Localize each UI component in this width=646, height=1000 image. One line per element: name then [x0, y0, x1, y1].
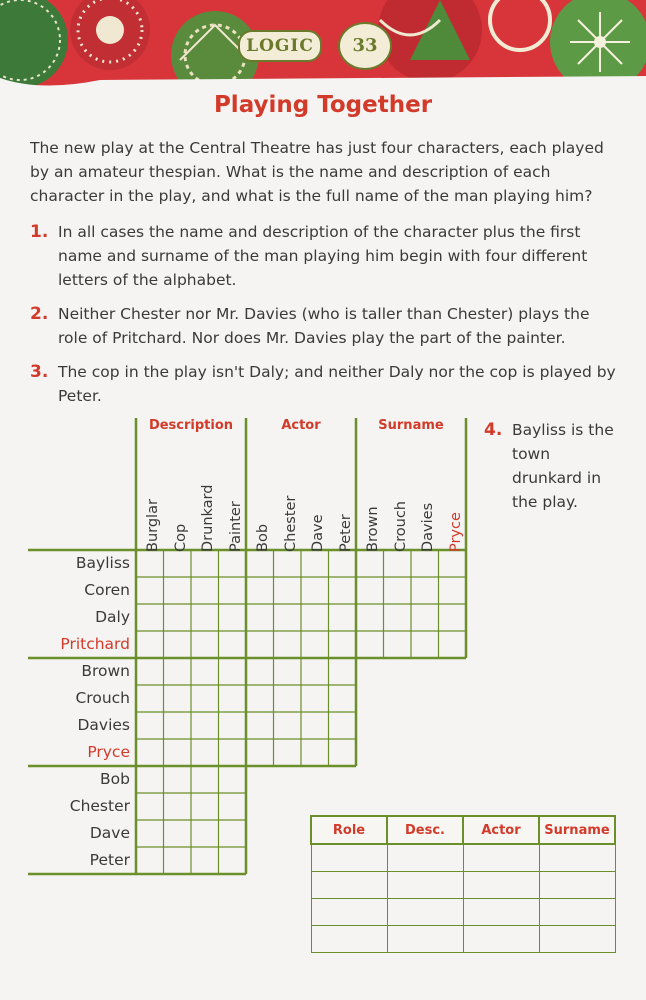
grid-column-label: [224, 416, 250, 552]
grid-group-label: Description: [148, 418, 234, 433]
clue-number: 1.: [30, 222, 49, 242]
grid-column-label-text: Dave: [310, 514, 326, 552]
grid-column-label: [279, 416, 305, 552]
grid-row-label: Brown: [81, 662, 130, 680]
intro-text: The new play at the Central Theatre has just four characters, each played by an amateur thespian. What is the name and description of each character in the play, and what is the full name of the man playing him?: [30, 139, 604, 205]
grid-column-label-text: Cop: [172, 523, 189, 552]
answer-cell[interactable]: [463, 926, 539, 953]
grid-group-label: Actor: [281, 418, 321, 433]
grid-row-label: Crouch: [75, 689, 130, 707]
answer-cell[interactable]: [311, 926, 387, 953]
page-number: 33: [338, 22, 392, 70]
clue-number: 2.: [30, 304, 49, 324]
grid-row-label: Davies: [77, 716, 130, 734]
grid-column-label-text: Drunkard: [200, 484, 216, 552]
answer-cell[interactable]: [539, 872, 615, 899]
answer-cell[interactable]: [387, 899, 463, 926]
grid-column-label-text: Pryce: [447, 512, 464, 552]
grid-row-label: Daly: [95, 608, 130, 626]
logic-badge: LOGIC: [238, 30, 322, 62]
ornament-decoration-icon: [0, 0, 646, 88]
grid-column-label-text: Brown: [365, 506, 381, 552]
answer-cell[interactable]: [387, 872, 463, 899]
answer-header-actor: Actor: [463, 816, 539, 844]
grid-column-label-text: Burglar: [145, 499, 161, 552]
clue-text: In all cases the name and description of the character plus the first name and surname of the man playing him begin with four different letters of the alphabet.: [58, 223, 588, 289]
clue-1: [30, 220, 620, 292]
grid-column-label: [444, 416, 470, 552]
grid-group-label: Surname: [378, 418, 444, 433]
grid-column-label-text: Chester: [282, 495, 299, 552]
clue-number: 3.: [30, 362, 49, 382]
grid-column-label: [306, 416, 332, 552]
answer-table: [310, 815, 616, 953]
grid-column-label-text: Painter: [227, 501, 244, 552]
header-banner: [0, 0, 646, 88]
clue-4: [484, 418, 614, 514]
answer-cell[interactable]: [463, 844, 539, 872]
grid-column-label-text: Peter: [337, 514, 354, 552]
answer-cell[interactable]: [311, 872, 387, 899]
answer-row: [311, 899, 615, 926]
clue-text: Neither Chester nor Mr. Davies (who is taller than Chester) plays the role of Pritchard. Nor does Mr. Davies play the part of the painter.: [58, 305, 590, 347]
grid-row-label: Bob: [100, 770, 130, 788]
grid-column-label: [251, 416, 277, 552]
answer-header-surname: Surname: [539, 816, 615, 844]
grid-column-label: [169, 416, 195, 552]
answer-cell[interactable]: [387, 926, 463, 953]
clue-text: Bayliss is the town drunkard in the play.: [512, 421, 614, 511]
answer-row: [311, 872, 615, 899]
grid-column-label-text: Davies: [420, 502, 436, 552]
clue-number: 4.: [484, 420, 503, 440]
grid-column-label: [361, 416, 387, 552]
clue-text: The cop in the play isn't Daly; and neither Daly nor the cop is played by Peter.: [58, 363, 616, 405]
clue-3: [30, 360, 620, 408]
grid-row-label: Dave: [89, 824, 130, 842]
grid-row-label: Pryce: [87, 743, 130, 761]
answer-header-role: Role: [311, 816, 387, 844]
grid-row-label: Coren: [84, 581, 130, 599]
answer-cell[interactable]: [539, 899, 615, 926]
grid-column-label: [334, 416, 360, 552]
grid-column-label: [389, 416, 415, 552]
answer-cell[interactable]: [463, 872, 539, 899]
answer-cell[interactable]: [311, 844, 387, 872]
grid-row-label: Pritchard: [60, 635, 130, 653]
answer-cell[interactable]: [387, 844, 463, 872]
grid-row-label: Bayliss: [75, 554, 130, 572]
answer-row: [311, 844, 615, 872]
answer-cell[interactable]: [463, 899, 539, 926]
grid-column-label: [141, 416, 167, 552]
grid-column-label-text: Bob: [255, 523, 271, 552]
grid-column-label: [196, 416, 222, 552]
page-title: Playing Together: [213, 92, 433, 118]
answer-cell[interactable]: [539, 844, 615, 872]
clue-2: [30, 302, 620, 350]
grid-row-label: Peter: [89, 851, 130, 869]
grid-column-label: [416, 416, 442, 552]
answer-cell[interactable]: [311, 899, 387, 926]
grid-row-label: Chester: [69, 797, 130, 815]
answer-cell[interactable]: [539, 926, 615, 953]
answer-row: [311, 926, 615, 953]
grid-column-label-text: Crouch: [392, 501, 409, 552]
answer-header-desc: Desc.: [387, 816, 463, 844]
